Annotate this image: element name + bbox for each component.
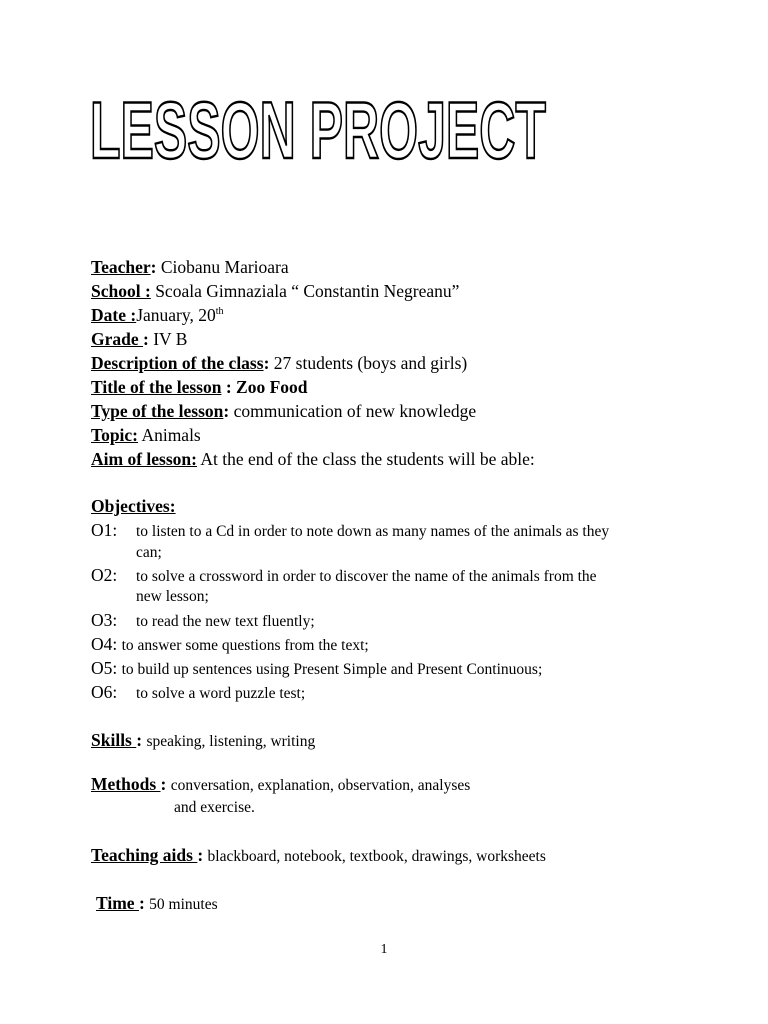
- page-title-text: LESSON PROJECT: [90, 84, 547, 176]
- topic-label: Topic:: [91, 425, 139, 445]
- teaching-aids-row: Teaching aids : blackboard, notebook, textbook, drawings, worksheets: [91, 845, 546, 865]
- description-label: Description of the class: [91, 353, 264, 373]
- skills-row: Skills : speaking, listening, writing: [91, 730, 316, 750]
- lesson-title-value: : Zoo Food: [225, 377, 308, 397]
- description-value: 27 students (boys and girls): [273, 353, 468, 373]
- date-value: January, 20: [136, 305, 216, 325]
- teacher-label: Teacher: [91, 257, 151, 277]
- date-label: Date :: [91, 305, 137, 325]
- skills-label: Skills: [91, 730, 137, 750]
- time-label: Time: [96, 893, 139, 913]
- objective-text: to solve a word puzzle test;: [136, 685, 306, 702]
- methods-value: conversation, explanation, observation, analyses: [170, 777, 471, 794]
- objective-code: O3:: [91, 610, 118, 630]
- objective-item: [91, 657, 542, 681]
- objective-item: [91, 609, 315, 633]
- date-row: [91, 304, 224, 326]
- school-value: Scoala Gimnaziala “ Constantin Negreanu”: [155, 281, 460, 301]
- skills-value: speaking, listening, writing: [146, 733, 316, 750]
- objective-item: [91, 633, 369, 657]
- teacher-value: Ciobanu Marioara: [160, 257, 289, 277]
- objective-text: to read the new text fluently;: [136, 613, 315, 630]
- teaching-aids-value: blackboard, notebook, textbook, drawings, worksheets: [207, 848, 546, 865]
- lesson-type-value: communication of new knowledge: [233, 401, 477, 421]
- topic-value: Animals: [141, 425, 201, 445]
- objective-text: to listen to a Cd in order to note down as many names of the animals as they: [136, 523, 610, 540]
- aim-value: At the end of the class the students will be able:: [200, 449, 535, 469]
- grade-row: Grade : IV B: [91, 329, 188, 349]
- page-title: [88, 80, 558, 176]
- lesson-title-label: Title of the lesson: [91, 377, 222, 397]
- objective-text-continued: can;: [136, 544, 162, 561]
- objective-code: O5:: [91, 658, 118, 678]
- description-row: Description of the class: 27 students (boys and girls): [91, 353, 468, 373]
- topic-row: [91, 424, 201, 446]
- lesson-type-row: Type of the lesson: communication of new knowledge: [91, 401, 477, 421]
- teacher-row: Teacher: Ciobanu Marioara: [91, 257, 289, 277]
- objectives-heading: Objectives:: [91, 496, 176, 516]
- objective-text: to solve a crossword in order to discover the name of the animals from the: [136, 568, 597, 585]
- objective-item: [91, 564, 597, 588]
- objective-code: O4:: [91, 634, 118, 654]
- objective-code: O2:: [91, 565, 118, 585]
- teaching-aids-label: Teaching aids: [91, 845, 198, 865]
- objective-item: [91, 681, 305, 705]
- school-row: [91, 280, 459, 302]
- objective-text-continued: new lesson;: [136, 588, 209, 605]
- objective-item: [91, 519, 609, 543]
- objectives-heading-row: [91, 495, 176, 517]
- aim-row: [91, 448, 535, 470]
- objective-code: O1:: [91, 520, 118, 540]
- grade-value: IV B: [153, 329, 188, 349]
- objective-text: to answer some questions from the text;: [121, 637, 369, 654]
- time-row: Time : 50 minutes: [96, 893, 218, 913]
- methods-value-continued: and exercise.: [174, 799, 255, 816]
- methods-label: Methods: [91, 774, 161, 794]
- lesson-type-label: Type of the lesson: [91, 401, 224, 421]
- objective-code: O6:: [91, 682, 118, 702]
- school-label: School :: [91, 281, 151, 301]
- time-value: 50 minutes: [149, 896, 218, 913]
- aim-label: Aim of lesson:: [91, 449, 197, 469]
- objective-text: to build up sentences using Present Simple and Present Continuous;: [121, 661, 543, 678]
- lesson-title-row: [91, 376, 308, 398]
- page-number: 1: [380, 942, 388, 957]
- date-suffix: th: [215, 306, 224, 318]
- grade-label: Grade: [91, 329, 144, 349]
- methods-row: Methods : conversation, explanation, observation, analyses: [91, 774, 471, 794]
